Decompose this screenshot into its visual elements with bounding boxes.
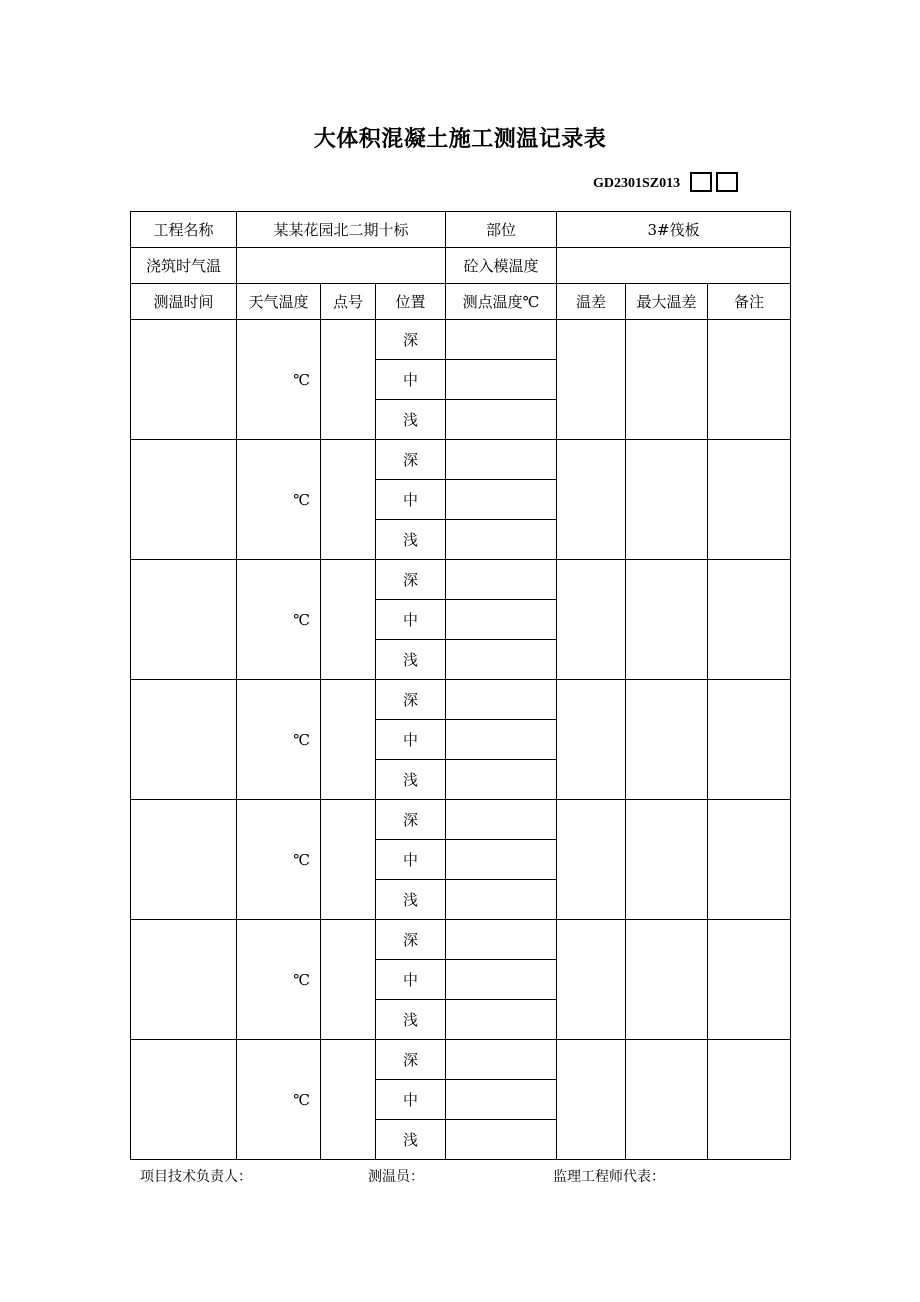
remarks-cell[interactable] (708, 1040, 791, 1160)
pour-temp-label: 浇筑时气温 (131, 248, 237, 284)
celsius-unit: ℃ (293, 970, 310, 989)
position-cell: 浅 (376, 760, 446, 800)
temp-diff-cell[interactable] (557, 440, 626, 560)
measure-time-cell[interactable] (131, 320, 237, 440)
weather-temp-cell[interactable] (237, 680, 321, 800)
position-cell: 深 (376, 680, 446, 720)
point-temp-cell[interactable] (446, 720, 557, 760)
position-cell: 浅 (376, 640, 446, 680)
position-cell: 中 (376, 1080, 446, 1120)
point-temp-cell[interactable] (446, 520, 557, 560)
remarks-cell[interactable] (708, 320, 791, 440)
checkbox-group (690, 172, 738, 192)
point-temp-cell[interactable] (446, 1040, 557, 1080)
celsius-unit: ℃ (293, 370, 310, 389)
temp-diff-cell[interactable] (557, 920, 626, 1040)
position-cell: 深 (376, 440, 446, 480)
temperature-record-table (130, 211, 791, 1160)
celsius-unit: ℃ (293, 730, 310, 749)
project-value[interactable]: 某某花园北二期十标 (237, 212, 446, 248)
weather-temp-cell[interactable] (237, 800, 321, 920)
pour-temp-value[interactable] (237, 248, 446, 284)
measure-time-cell[interactable] (131, 680, 237, 800)
position-cell: 深 (376, 560, 446, 600)
point-temp-cell[interactable] (446, 600, 557, 640)
measurer-label: 测温员： (368, 1169, 424, 1185)
form-code (593, 172, 738, 192)
point-temp-cell[interactable] (446, 1080, 557, 1120)
point-temp-cell[interactable] (446, 480, 557, 520)
column-header-row (131, 284, 791, 320)
weather-temp-cell[interactable] (237, 440, 321, 560)
position-cell: 深 (376, 920, 446, 960)
weather-temp-cell[interactable] (237, 920, 321, 1040)
temp-diff-cell[interactable] (557, 320, 626, 440)
max-temp-diff-cell[interactable] (626, 320, 708, 440)
tech-lead-label: 项目技术负责人： (140, 1169, 252, 1185)
col-header-weather-temp: 天气温度 (237, 284, 321, 320)
col-header-time: 测温时间 (131, 284, 237, 320)
max-temp-diff-cell[interactable] (626, 560, 708, 680)
temp-diff-cell[interactable] (557, 800, 626, 920)
measure-time-cell[interactable] (131, 920, 237, 1040)
remarks-cell[interactable] (708, 680, 791, 800)
measurement-row (131, 560, 791, 600)
remarks-cell[interactable] (708, 920, 791, 1040)
measure-time-cell[interactable] (131, 440, 237, 560)
checkbox-1[interactable] (690, 172, 712, 192)
position-cell: 深 (376, 320, 446, 360)
point-temp-cell[interactable] (446, 920, 557, 960)
location-label: 部位 (446, 212, 557, 248)
point-no-cell[interactable] (321, 440, 376, 560)
position-cell: 浅 (376, 400, 446, 440)
max-temp-diff-cell[interactable] (626, 920, 708, 1040)
point-no-cell[interactable] (321, 320, 376, 440)
celsius-unit: ℃ (293, 1090, 310, 1109)
temp-diff-cell[interactable] (557, 680, 626, 800)
position-cell: 中 (376, 720, 446, 760)
point-temp-cell[interactable] (446, 840, 557, 880)
page-title: 大体积混凝土施工测温记录表 (313, 126, 607, 152)
remarks-cell[interactable] (708, 560, 791, 680)
position-cell: 浅 (376, 520, 446, 560)
point-temp-cell[interactable] (446, 800, 557, 840)
temp-diff-cell[interactable] (557, 560, 626, 680)
col-header-point-temp: 测点温度℃ (446, 284, 557, 320)
temp-diff-cell[interactable] (557, 1040, 626, 1160)
position-cell: 中 (376, 960, 446, 1000)
point-no-cell[interactable] (321, 560, 376, 680)
remarks-cell[interactable] (708, 440, 791, 560)
max-temp-diff-cell[interactable] (626, 680, 708, 800)
mold-temp-value[interactable] (557, 248, 791, 284)
max-temp-diff-cell[interactable] (626, 1040, 708, 1160)
position-cell: 浅 (376, 880, 446, 920)
checkbox-2[interactable] (716, 172, 738, 192)
position-cell: 中 (376, 600, 446, 640)
point-temp-cell[interactable] (446, 880, 557, 920)
measure-time-cell[interactable] (131, 800, 237, 920)
measurement-row (131, 800, 791, 840)
position-cell: 中 (376, 480, 446, 520)
measure-time-cell[interactable] (131, 1040, 237, 1160)
measurement-row (131, 1040, 791, 1080)
measurement-row (131, 320, 791, 360)
position-cell: 浅 (376, 1000, 446, 1040)
location-value[interactable]: 3#筏板 (557, 212, 791, 248)
max-temp-diff-cell[interactable] (626, 800, 708, 920)
measurement-row (131, 680, 791, 720)
form-code-text: GD2301SZ013 (593, 176, 681, 191)
celsius-unit: ℃ (293, 490, 310, 509)
point-temp-cell[interactable] (446, 320, 557, 360)
point-temp-cell[interactable] (446, 400, 557, 440)
info-row-2 (131, 248, 791, 284)
position-cell: 浅 (376, 1120, 446, 1160)
point-temp-cell[interactable] (446, 440, 557, 480)
weather-temp-cell[interactable] (237, 560, 321, 680)
col-header-remarks: 备注 (708, 284, 791, 320)
col-header-point-no: 点号 (321, 284, 376, 320)
col-header-position: 位置 (376, 284, 446, 320)
col-header-max-diff: 最大温差 (626, 284, 708, 320)
point-no-cell[interactable] (321, 680, 376, 800)
celsius-unit: ℃ (293, 850, 310, 869)
point-temp-cell[interactable] (446, 640, 557, 680)
position-cell: 深 (376, 800, 446, 840)
measure-time-cell[interactable] (131, 560, 237, 680)
point-temp-cell[interactable] (446, 360, 557, 400)
point-no-cell[interactable] (321, 800, 376, 920)
celsius-unit: ℃ (293, 610, 310, 629)
max-temp-diff-cell[interactable] (626, 440, 708, 560)
position-cell: 中 (376, 360, 446, 400)
point-temp-cell[interactable] (446, 1000, 557, 1040)
position-cell: 深 (376, 1040, 446, 1080)
measurement-row (131, 440, 791, 480)
point-no-cell[interactable] (321, 920, 376, 1040)
point-temp-cell[interactable] (446, 760, 557, 800)
point-no-cell[interactable] (321, 1040, 376, 1160)
point-temp-cell[interactable] (446, 1120, 557, 1160)
point-temp-cell[interactable] (446, 680, 557, 720)
remarks-cell[interactable] (708, 800, 791, 920)
project-label: 工程名称 (131, 212, 237, 248)
info-row-1 (131, 212, 791, 248)
weather-temp-cell[interactable] (237, 320, 321, 440)
point-temp-cell[interactable] (446, 560, 557, 600)
point-temp-cell[interactable] (446, 960, 557, 1000)
mold-temp-label: 砼入模温度 (446, 248, 557, 284)
col-header-temp-diff: 温差 (557, 284, 626, 320)
position-cell: 中 (376, 840, 446, 880)
measurement-row (131, 920, 791, 960)
weather-temp-cell[interactable] (237, 1040, 321, 1160)
supervisor-label: 监理工程师代表： (553, 1169, 665, 1185)
